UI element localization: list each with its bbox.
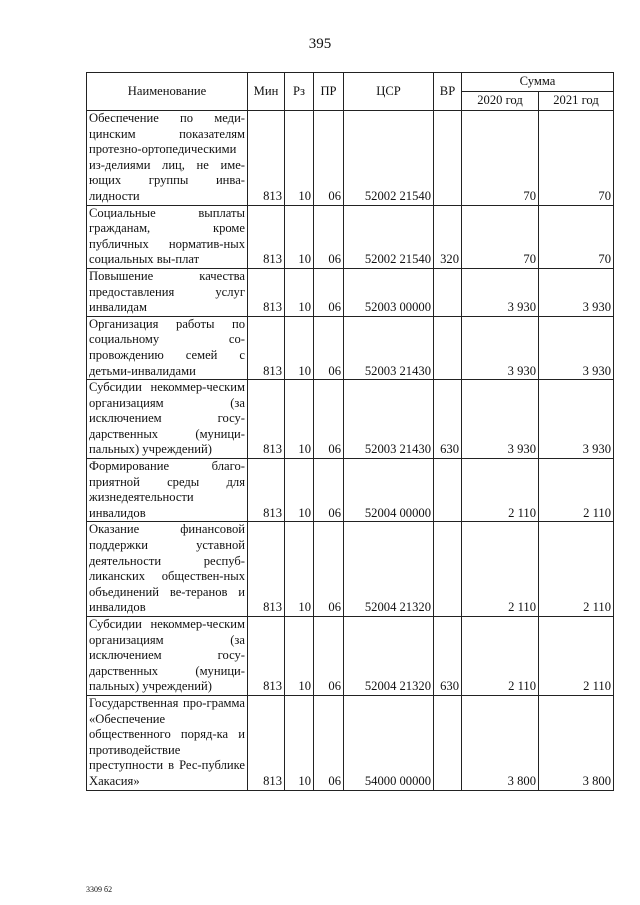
row-rz: 10	[285, 205, 314, 268]
row-pr: 06	[314, 380, 344, 459]
row-min: 813	[248, 459, 285, 522]
header-year-2020: 2020 год	[462, 92, 539, 111]
row-rz: 10	[285, 695, 314, 790]
header-vr: ВР	[434, 73, 462, 111]
row-pr: 06	[314, 316, 344, 379]
row-rz: 10	[285, 459, 314, 522]
row-name: Организация работы по социальному со-провождению семей с детьми-инвалидами	[87, 316, 248, 379]
row-csr: 52002 21540	[344, 111, 434, 206]
row-pr: 06	[314, 522, 344, 617]
row-name: Повышение качества предоставления услуг инвалидам	[87, 268, 248, 316]
row-vr: 320	[434, 205, 462, 268]
header-pr: ПР	[314, 73, 344, 111]
budget-table	[86, 72, 614, 791]
row-csr: 54000 00000	[344, 695, 434, 790]
row-vr: 630	[434, 380, 462, 459]
table-row	[87, 316, 614, 379]
row-pr: 06	[314, 459, 344, 522]
row-pr: 06	[314, 205, 344, 268]
row-amount-2021: 3 930	[539, 268, 614, 316]
row-rz: 10	[285, 316, 314, 379]
row-rz: 10	[285, 617, 314, 696]
row-rz: 10	[285, 522, 314, 617]
table-row	[87, 522, 614, 617]
row-pr: 06	[314, 111, 344, 206]
table-row	[87, 695, 614, 790]
row-name: Формирование благо-приятной среды для жизнедеятельности инвалидов	[87, 459, 248, 522]
row-name: Социальные выплаты гражданам, кроме публичных норматив-ных социальных вы-плат	[87, 205, 248, 268]
header-sum: Сумма	[462, 73, 614, 92]
row-name: Оказание финансовой поддержки уставной деятельности респуб-ликанских обществен-ных объединений ве-теранов и инвалидов	[87, 522, 248, 617]
table-row	[87, 268, 614, 316]
table-row	[87, 617, 614, 696]
row-min: 813	[248, 205, 285, 268]
header-csr: ЦСР	[344, 73, 434, 111]
header-min: Мин	[248, 73, 285, 111]
header-year-2021: 2021 год	[539, 92, 614, 111]
row-csr: 52002 21540	[344, 205, 434, 268]
row-rz: 10	[285, 268, 314, 316]
row-amount-2021: 2 110	[539, 522, 614, 617]
row-amount-2021: 3 930	[539, 316, 614, 379]
row-name: Обеспечение по меди-цинским показателям протезно-ортопедическими из-делиями лиц, не име-ющих группы инва-лидности	[87, 111, 248, 206]
row-csr: 52003 00000	[344, 268, 434, 316]
row-amount-2021: 2 110	[539, 459, 614, 522]
row-amount-2020: 70	[462, 205, 539, 268]
table-row	[87, 111, 614, 206]
row-pr: 06	[314, 617, 344, 696]
row-min: 813	[248, 695, 285, 790]
row-name: Государственная про-грамма «Обеспечение общественного поряд-ка и противодействие преступности в Рес-публике Хакасия»	[87, 695, 248, 790]
row-vr	[434, 268, 462, 316]
row-amount-2020: 3 930	[462, 268, 539, 316]
row-pr: 06	[314, 268, 344, 316]
row-min: 813	[248, 111, 285, 206]
row-min: 813	[248, 380, 285, 459]
row-csr: 52004 00000	[344, 459, 434, 522]
row-vr	[434, 459, 462, 522]
row-amount-2021: 2 110	[539, 617, 614, 696]
row-csr: 52004 21320	[344, 522, 434, 617]
row-min: 813	[248, 617, 285, 696]
footer-code: 3309 б2	[86, 885, 113, 894]
row-min: 813	[248, 268, 285, 316]
row-vr	[434, 316, 462, 379]
row-csr: 52003 21430	[344, 380, 434, 459]
row-name: Субсидии некоммер-ческим организациям (за исключением госу-дарственных (муници-пальных) учреждений)	[87, 380, 248, 459]
header-name: Наименование	[87, 73, 248, 111]
row-min: 813	[248, 522, 285, 617]
row-vr	[434, 695, 462, 790]
row-vr	[434, 111, 462, 206]
row-vr	[434, 522, 462, 617]
row-amount-2020: 3 800	[462, 695, 539, 790]
row-rz: 10	[285, 380, 314, 459]
row-csr: 52004 21320	[344, 617, 434, 696]
table-row	[87, 380, 614, 459]
row-amount-2021: 70	[539, 205, 614, 268]
table-row	[87, 459, 614, 522]
table-row	[87, 205, 614, 268]
row-amount-2021: 3 930	[539, 380, 614, 459]
page-number: 395	[308, 36, 332, 52]
row-csr: 52003 21430	[344, 316, 434, 379]
row-amount-2021: 70	[539, 111, 614, 206]
row-amount-2021: 3 800	[539, 695, 614, 790]
row-amount-2020: 2 110	[462, 459, 539, 522]
row-amount-2020: 3 930	[462, 380, 539, 459]
row-amount-2020: 2 110	[462, 522, 539, 617]
row-name: Субсидии некоммер-ческим организациям (за исключением госу-дарственных (муници-пальных) учреждений)	[87, 617, 248, 696]
row-amount-2020: 70	[462, 111, 539, 206]
row-amount-2020: 3 930	[462, 316, 539, 379]
header-rz: Рз	[285, 73, 314, 111]
row-amount-2020: 2 110	[462, 617, 539, 696]
row-min: 813	[248, 316, 285, 379]
row-pr: 06	[314, 695, 344, 790]
row-rz: 10	[285, 111, 314, 206]
row-vr: 630	[434, 617, 462, 696]
